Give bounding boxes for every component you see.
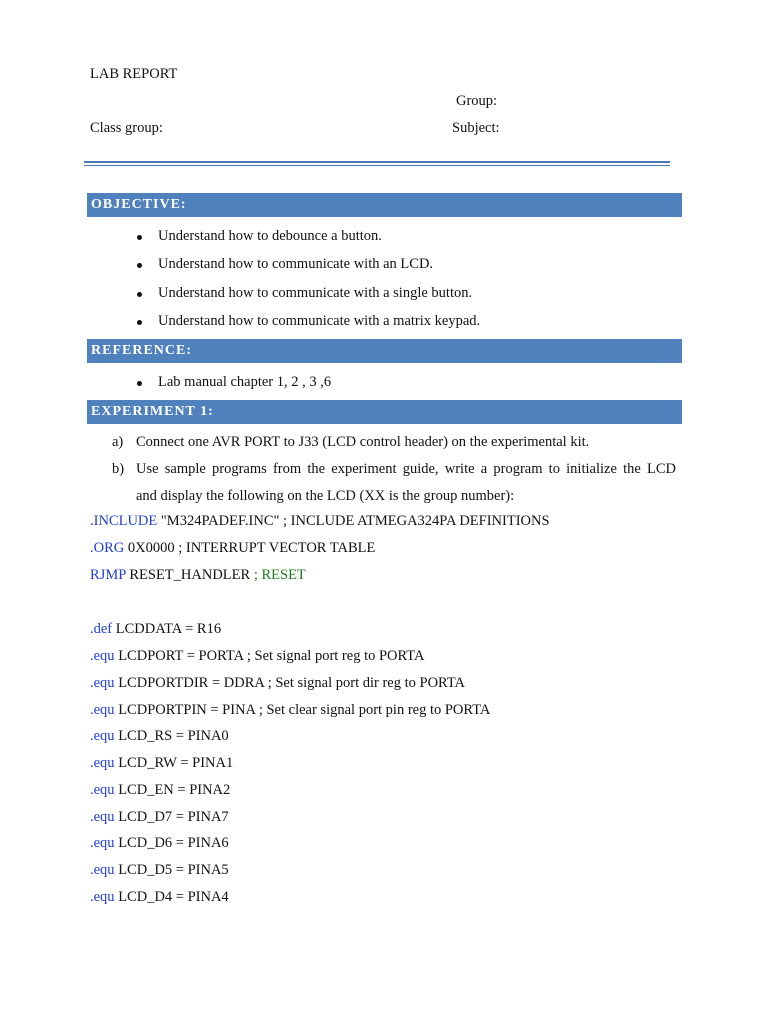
code-line bbox=[90, 621, 221, 638]
code-keyword: .def bbox=[90, 621, 113, 637]
code-keyword: RJMP bbox=[90, 567, 126, 583]
code-text: LCDPORT = PORTA ; Set signal port reg to PORTA bbox=[114, 648, 425, 664]
code-keyword: .equ bbox=[90, 809, 115, 825]
objective-item: Understand how to debounce a button. bbox=[158, 228, 382, 244]
code-keyword: .equ bbox=[90, 889, 115, 905]
code-text: LCD_RS = PINA0 bbox=[114, 728, 229, 744]
code-keyword: .equ bbox=[90, 862, 115, 878]
code-text: LCD_RW = PINA1 bbox=[114, 755, 234, 771]
code-keyword: .equ bbox=[90, 782, 115, 798]
code-text: LCD_D4 = PINA4 bbox=[114, 889, 229, 905]
code-line bbox=[90, 835, 229, 852]
code-keyword: .equ bbox=[90, 835, 115, 851]
code-keyword: .equ bbox=[90, 648, 115, 664]
code-line bbox=[90, 782, 230, 799]
code-line bbox=[90, 540, 375, 557]
code-keyword: .ORG bbox=[90, 540, 125, 556]
subject-label: Subject: bbox=[452, 120, 500, 136]
code-text: LCDDATA = R16 bbox=[112, 621, 222, 637]
experiment1-heading: EXPERIMENT 1: bbox=[87, 400, 682, 424]
step-marker: b) bbox=[112, 461, 125, 477]
code-text: "M324PADEF.INC" ; INCLUDE ATMEGA324PA DEFINITIONS bbox=[157, 513, 550, 529]
code-comment: ; RESET bbox=[253, 567, 306, 583]
code-keyword: .equ bbox=[90, 728, 115, 744]
reference-heading: REFERENCE: bbox=[87, 339, 682, 363]
code-keyword: .equ bbox=[90, 675, 115, 691]
code-line bbox=[90, 513, 550, 530]
group-label: Group: bbox=[456, 93, 498, 109]
code-text: LCD_D5 = PINA5 bbox=[114, 862, 229, 878]
code-text: LCD_EN = PINA2 bbox=[114, 782, 231, 798]
step-text: Use sample programs from the experiment guide, write a program to initialize the LCD bbox=[136, 461, 676, 477]
code-keyword: .equ bbox=[90, 755, 115, 771]
code-line bbox=[90, 702, 490, 719]
code-text: LCD_D6 = PINA6 bbox=[114, 835, 229, 851]
code-line bbox=[90, 648, 424, 665]
code-line bbox=[90, 675, 465, 692]
objective-item: Understand how to communicate with a matrix keypad. bbox=[158, 313, 481, 329]
step-text: and display the following on the LCD (XX is the group number): bbox=[136, 488, 515, 504]
reference-item: Lab manual chapter 1, 2 , 3 ,6 bbox=[158, 374, 332, 390]
code-keyword: .equ bbox=[90, 702, 115, 718]
code-line bbox=[90, 567, 306, 584]
step-text: Connect one AVR PORT to J33 (LCD control header) on the experimental kit. bbox=[136, 434, 590, 450]
objective-item: Understand how to communicate with a single button. bbox=[158, 285, 473, 301]
code-keyword: .INCLUDE bbox=[90, 513, 158, 529]
code-text: 0X0000 ; INTERRUPT VECTOR TABLE bbox=[124, 540, 376, 556]
code-line bbox=[90, 755, 233, 772]
code-line bbox=[90, 889, 229, 906]
report-title: LAB REPORT bbox=[90, 66, 178, 82]
objective-heading: OBJECTIVE: bbox=[87, 193, 682, 217]
objective-item: Understand how to communicate with an LCD. bbox=[158, 256, 434, 272]
code-text: LCD_D7 = PINA7 bbox=[114, 809, 229, 825]
code-line bbox=[90, 728, 229, 745]
header-divider-thick bbox=[84, 161, 670, 163]
class-group-label: Class group: bbox=[90, 120, 163, 136]
code-text: LCDPORTPIN = PINA ; Set clear signal port pin reg to PORTA bbox=[114, 702, 491, 718]
code-line bbox=[90, 809, 229, 826]
step-marker: a) bbox=[112, 434, 124, 450]
code-text: LCDPORTDIR = DDRA ; Set signal port dir reg to PORTA bbox=[114, 675, 466, 691]
header-divider-thin bbox=[84, 165, 670, 166]
code-text: RESET_HANDLER bbox=[125, 567, 254, 583]
code-line bbox=[90, 862, 229, 879]
